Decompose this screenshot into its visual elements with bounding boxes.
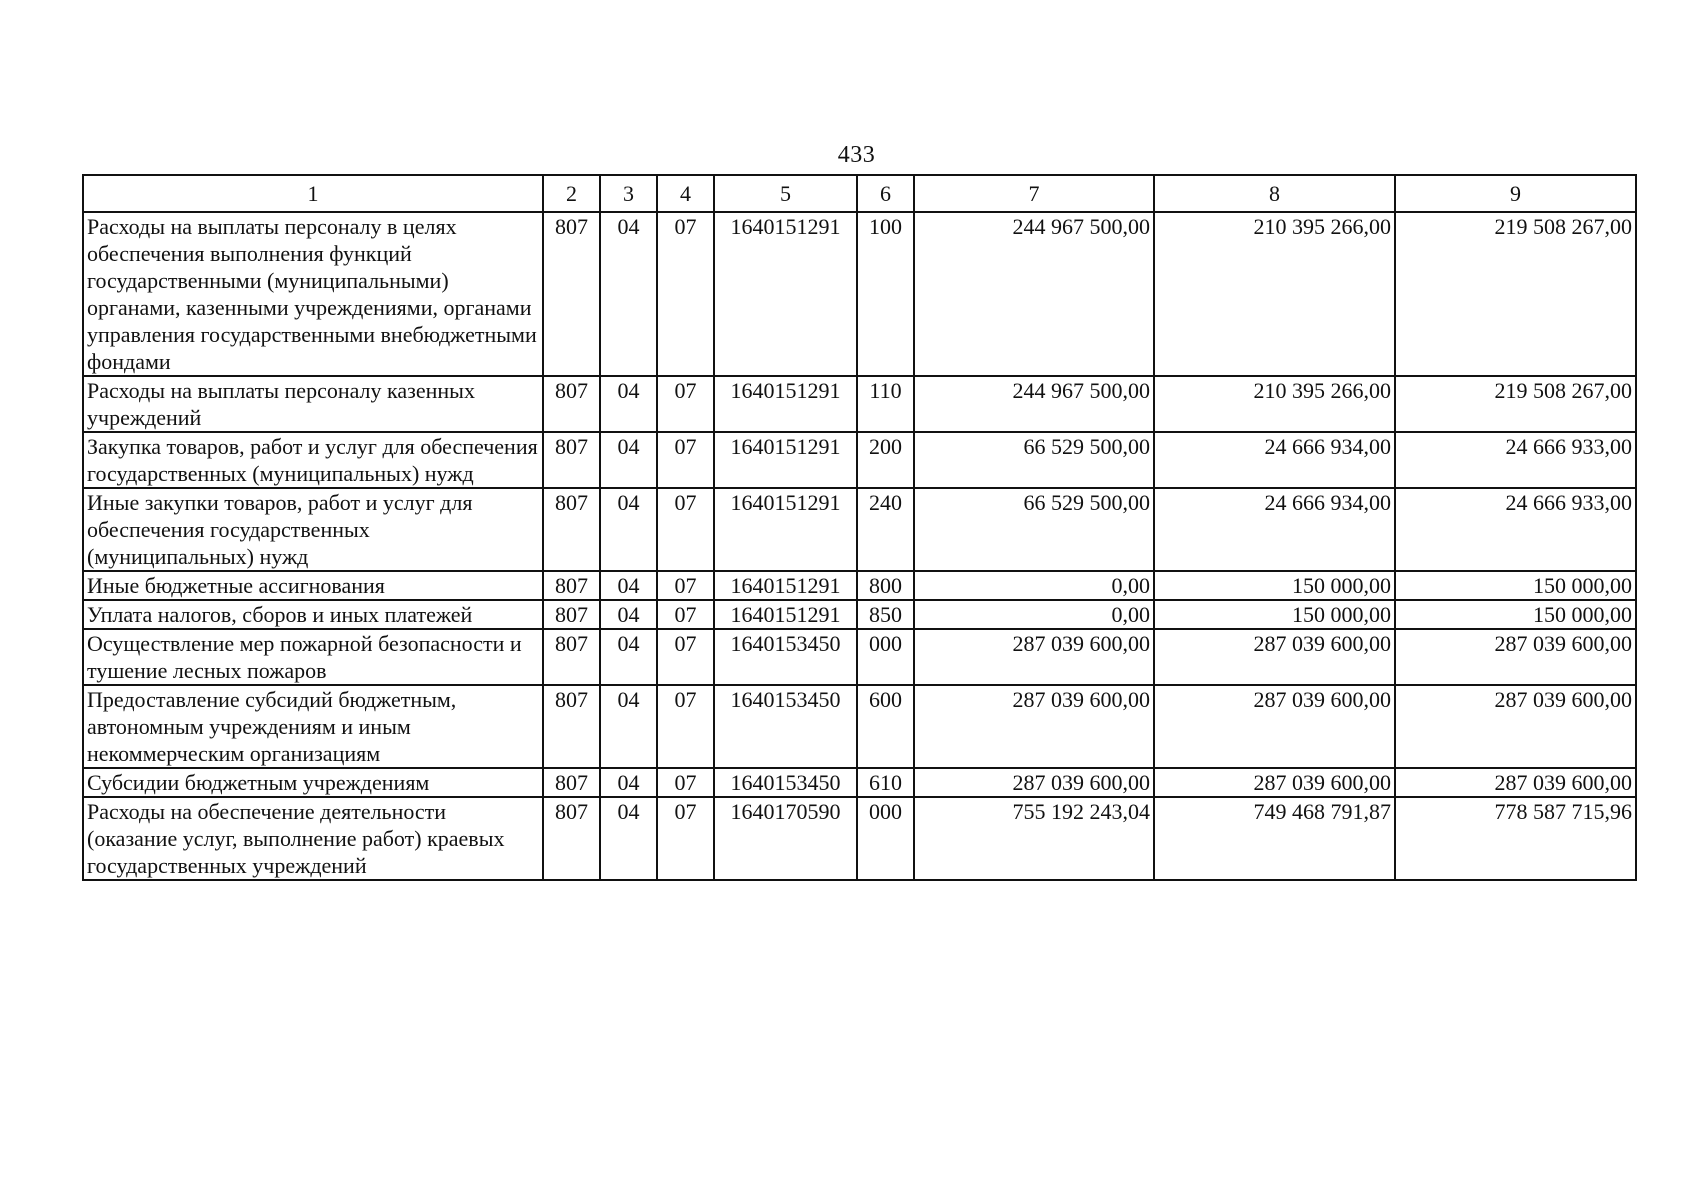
table-row: [83, 432, 1636, 488]
section-code: 04: [600, 212, 657, 376]
expense-name: Иные бюджетные ассигнования: [83, 571, 543, 600]
amount-col-8: 210 395 266,00: [1154, 376, 1395, 432]
expense-type-code: 110: [857, 376, 914, 432]
subsection-code: 07: [657, 376, 714, 432]
subsection-code: 07: [657, 629, 714, 685]
target-article-code: 1640170590: [714, 797, 857, 880]
amount-col-9: 219 508 267,00: [1395, 212, 1636, 376]
expense-name: Расходы на обеспечение деятельности (оказание услуг, выполнение работ) краевых государственных учреждений: [83, 797, 543, 880]
expense-name: Предоставление субсидий бюджетным, автономным учреждениям и иным некоммерческим организациям: [83, 685, 543, 768]
amount-col-8: 150 000,00: [1154, 571, 1395, 600]
section-code: 04: [600, 797, 657, 880]
ministry-code: 807: [543, 432, 600, 488]
table-row: [83, 376, 1636, 432]
column-header-4: 4: [657, 175, 714, 212]
subsection-code: 07: [657, 488, 714, 571]
budget-table: [82, 174, 1637, 881]
section-code: 04: [600, 488, 657, 571]
amount-col-9: 778 587 715,96: [1395, 797, 1636, 880]
amount-col-7: 66 529 500,00: [914, 432, 1154, 488]
expense-type-code: 100: [857, 212, 914, 376]
expense-type-code: 000: [857, 629, 914, 685]
amount-col-8: 210 395 266,00: [1154, 212, 1395, 376]
table-row: [83, 629, 1636, 685]
amount-col-9: 24 666 933,00: [1395, 432, 1636, 488]
amount-col-7: 755 192 243,04: [914, 797, 1154, 880]
amount-col-9: 287 039 600,00: [1395, 685, 1636, 768]
amount-col-8: 287 039 600,00: [1154, 685, 1395, 768]
ministry-code: 807: [543, 797, 600, 880]
section-code: 04: [600, 376, 657, 432]
amount-col-7: 0,00: [914, 571, 1154, 600]
amount-col-9: 287 039 600,00: [1395, 768, 1636, 797]
section-code: 04: [600, 571, 657, 600]
subsection-code: 07: [657, 685, 714, 768]
expense-name: Субсидии бюджетным учреждениям: [83, 768, 543, 797]
target-article-code: 1640151291: [714, 376, 857, 432]
expense-type-code: 200: [857, 432, 914, 488]
column-header-5: 5: [714, 175, 857, 212]
ministry-code: 807: [543, 488, 600, 571]
table-row: [83, 685, 1636, 768]
table-row: [83, 768, 1636, 797]
target-article-code: 1640151291: [714, 600, 857, 629]
amount-col-8: 287 039 600,00: [1154, 629, 1395, 685]
ministry-code: 807: [543, 768, 600, 797]
amount-col-7: 0,00: [914, 600, 1154, 629]
page-number: 433: [837, 142, 876, 168]
column-header-6: 6: [857, 175, 914, 212]
column-header-2: 2: [543, 175, 600, 212]
amount-col-9: 287 039 600,00: [1395, 629, 1636, 685]
expense-name: Иные закупки товаров, работ и услуг для обеспечения государственных (муниципальных) нужд: [83, 488, 543, 571]
ministry-code: 807: [543, 571, 600, 600]
table-row: [83, 571, 1636, 600]
amount-col-7: 244 967 500,00: [914, 212, 1154, 376]
subsection-code: 07: [657, 797, 714, 880]
section-code: 04: [600, 432, 657, 488]
table-row: [83, 797, 1636, 880]
ministry-code: 807: [543, 685, 600, 768]
section-code: 04: [600, 768, 657, 797]
target-article-code: 1640153450: [714, 685, 857, 768]
target-article-code: 1640153450: [714, 768, 857, 797]
ministry-code: 807: [543, 629, 600, 685]
target-article-code: 1640153450: [714, 629, 857, 685]
table-row: [83, 488, 1636, 571]
column-header-9: 9: [1395, 175, 1636, 212]
column-header-8: 8: [1154, 175, 1395, 212]
ministry-code: 807: [543, 212, 600, 376]
subsection-code: 07: [657, 432, 714, 488]
expense-type-code: 240: [857, 488, 914, 571]
amount-col-9: 150 000,00: [1395, 600, 1636, 629]
section-code: 04: [600, 629, 657, 685]
amount-col-7: 287 039 600,00: [914, 685, 1154, 768]
amount-col-7: 244 967 500,00: [914, 376, 1154, 432]
ministry-code: 807: [543, 600, 600, 629]
section-code: 04: [600, 685, 657, 768]
subsection-code: 07: [657, 768, 714, 797]
subsection-code: 07: [657, 212, 714, 376]
table-row: [83, 212, 1636, 376]
expense-name: Уплата налогов, сборов и иных платежей: [83, 600, 543, 629]
expense-type-code: 850: [857, 600, 914, 629]
amount-col-8: 287 039 600,00: [1154, 768, 1395, 797]
subsection-code: 07: [657, 600, 714, 629]
ministry-code: 807: [543, 376, 600, 432]
column-header-7: 7: [914, 175, 1154, 212]
target-article-code: 1640151291: [714, 488, 857, 571]
expense-type-code: 610: [857, 768, 914, 797]
expense-type-code: 000: [857, 797, 914, 880]
amount-col-7: 66 529 500,00: [914, 488, 1154, 571]
subsection-code: 07: [657, 571, 714, 600]
expense-name: Закупка товаров, работ и услуг для обеспечения государственных (муниципальных) нужд: [83, 432, 543, 488]
expense-name: Расходы на выплаты персоналу в целях обеспечения выполнения функций государственными (муниципальными) органами, казенными учреждениями, органами управления государственными внебюджетными фондами: [83, 212, 543, 376]
header-row: [83, 175, 1636, 212]
column-header-3: 3: [600, 175, 657, 212]
amount-col-8: 24 666 934,00: [1154, 432, 1395, 488]
target-article-code: 1640151291: [714, 212, 857, 376]
expense-type-code: 800: [857, 571, 914, 600]
amount-col-7: 287 039 600,00: [914, 768, 1154, 797]
amount-col-8: 24 666 934,00: [1154, 488, 1395, 571]
amount-col-9: 150 000,00: [1395, 571, 1636, 600]
expense-name: Осуществление мер пожарной безопасности и тушение лесных пожаров: [83, 629, 543, 685]
column-header-1: 1: [83, 175, 543, 212]
amount-col-9: 24 666 933,00: [1395, 488, 1636, 571]
expense-name: Расходы на выплаты персоналу казенных учреждений: [83, 376, 543, 432]
amount-col-8: 749 468 791,87: [1154, 797, 1395, 880]
section-code: 04: [600, 600, 657, 629]
amount-col-7: 287 039 600,00: [914, 629, 1154, 685]
target-article-code: 1640151291: [714, 432, 857, 488]
amount-col-8: 150 000,00: [1154, 600, 1395, 629]
table-row: [83, 600, 1636, 629]
expense-type-code: 600: [857, 685, 914, 768]
amount-col-9: 219 508 267,00: [1395, 376, 1636, 432]
target-article-code: 1640151291: [714, 571, 857, 600]
